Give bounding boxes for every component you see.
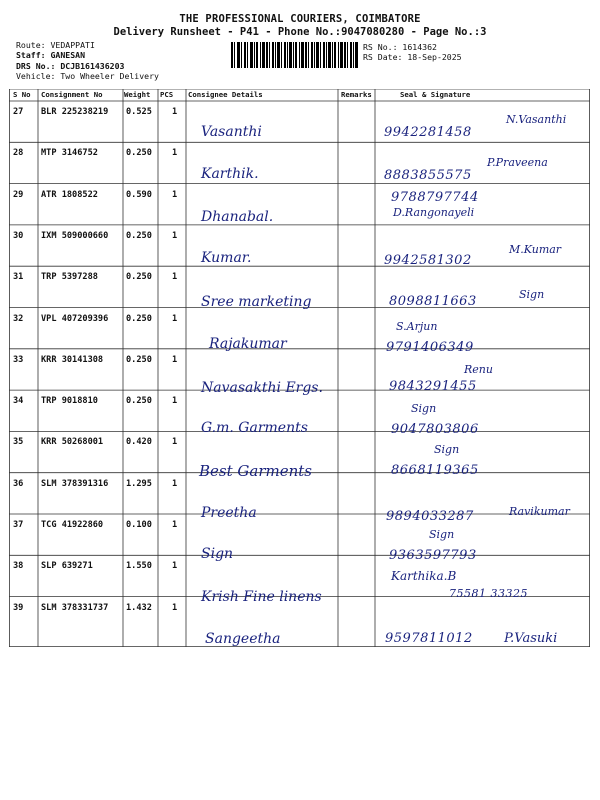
table-row xyxy=(9,101,590,142)
row-sno: 34 xyxy=(13,396,24,407)
row-signature: P.Praveena xyxy=(487,156,548,170)
drs-number: DRS No.: DCJB161436203 xyxy=(16,60,125,71)
row-consignment: KRR 30141308 xyxy=(41,354,104,365)
row-consignment: TRP 5397288 xyxy=(41,272,98,283)
row-sno: 35 xyxy=(13,437,24,448)
runsheet-meta-right xyxy=(363,42,462,63)
row-signature: Sign xyxy=(519,288,545,302)
row-consignment: ATR 1808522 xyxy=(41,189,98,200)
row-phone: 9942581302 xyxy=(384,252,472,268)
table-row xyxy=(9,349,590,396)
table-row xyxy=(9,431,590,481)
row-weight: 0.420 xyxy=(126,437,152,448)
staff: Staff: GANESAN xyxy=(16,50,86,61)
row-sno: 33 xyxy=(13,354,24,365)
barcode xyxy=(231,42,358,68)
row-consignee: Dhanabal. xyxy=(201,208,274,225)
row-phone: 9047803806 xyxy=(391,422,479,438)
row-pcs: 1 xyxy=(172,396,178,407)
row-consignment: KRR 50268001 xyxy=(41,437,104,448)
row-consignment: TRP 9018810 xyxy=(41,396,98,407)
row-pcs: 1 xyxy=(172,561,178,572)
row-phone: 8668119365 xyxy=(391,463,479,479)
column-header-consignee: Consignee Details xyxy=(188,90,263,99)
row-weight: 1.550 xyxy=(126,561,152,572)
row-weight: 0.100 xyxy=(126,520,152,530)
row-phone: 9942281458 xyxy=(384,125,472,140)
row-phone: 9894033287 xyxy=(386,508,474,524)
row-phone: 9788797744 xyxy=(391,189,479,205)
row-weight: 0.250 xyxy=(126,230,152,241)
row-consignment: TCG 41922860 xyxy=(41,520,104,530)
row-sno: 37 xyxy=(13,520,24,530)
row-weight: 1.295 xyxy=(126,478,152,489)
row-pcs: 1 xyxy=(172,272,178,283)
row-phone: 8883855575 xyxy=(384,168,472,184)
table-row xyxy=(9,266,590,311)
row-signature: S.Arjun xyxy=(396,319,438,333)
row-signature: Sign xyxy=(411,402,437,416)
column-header-seal-signature: Seal & Signature xyxy=(400,90,471,99)
column-header-sno: S No xyxy=(13,90,31,99)
row-consignee: Vasanthi xyxy=(201,124,262,140)
table-row xyxy=(9,555,590,606)
table-row xyxy=(9,390,590,438)
row-weight: 0.250 xyxy=(126,396,152,407)
row-sno: 36 xyxy=(13,478,24,489)
row-consignee: Best Garments xyxy=(199,462,312,481)
row-weight: 0.250 xyxy=(126,272,152,283)
row-consignment: SLP 639271 xyxy=(41,561,93,572)
row-weight: 1.432 xyxy=(126,602,152,613)
row-weight: 0.590 xyxy=(126,189,152,200)
row-signature: Karthika.B xyxy=(391,569,457,584)
column-header-pcs: PCS xyxy=(160,90,174,99)
runsheet-title: Delivery Runsheet - P41 - Phone No.:9047080280 - Page No.:3 xyxy=(113,26,487,38)
row-phone: 9791406349 xyxy=(386,339,474,355)
column-header-weight: Weight xyxy=(124,90,151,99)
table-row xyxy=(9,184,590,225)
row-signature: Renu xyxy=(464,362,493,376)
row-sno: 27 xyxy=(13,107,24,117)
row-sno: 32 xyxy=(13,313,24,324)
row-phone: 8098811663 xyxy=(389,294,477,310)
row-signature: Sign xyxy=(434,443,460,457)
row-consignee: Krish Fine linens xyxy=(201,589,322,606)
row-pcs: 1 xyxy=(172,107,178,117)
vehicle: Vehicle: Two Wheeler Delivery xyxy=(16,71,159,82)
row-signature: N.Vasanthi xyxy=(506,113,567,126)
row-sno: 31 xyxy=(13,272,24,283)
route: Route: VEDAPPATI xyxy=(16,40,95,50)
row-consignee: Navasakthi Ergs. xyxy=(201,379,323,396)
row-consignee: G.m. Garments xyxy=(201,420,308,437)
row-sno: 28 xyxy=(13,148,24,159)
row-phone: 75581 33325 xyxy=(449,587,528,601)
row-consignee: Kumar. xyxy=(201,249,252,266)
row-consignee: Preetha xyxy=(201,504,257,521)
row-consignee: Sangeetha xyxy=(205,630,281,647)
runsheet-meta-left xyxy=(16,40,159,82)
column-header-remarks: Remarks xyxy=(341,90,372,99)
table-row xyxy=(9,597,590,647)
row-consignment: SLM 378391316 xyxy=(41,478,109,489)
row-pcs: 1 xyxy=(172,313,178,324)
rs-number: RS No.: 1614362 xyxy=(363,42,437,52)
row-consignment: MTP 3146752 xyxy=(41,148,98,159)
row-signature: P.Vasuki xyxy=(504,630,558,646)
row-weight: 0.250 xyxy=(126,354,152,365)
row-pcs: 1 xyxy=(172,520,178,530)
row-phone: 9363597793 xyxy=(389,548,477,563)
row-signature: D.Rangonayeli xyxy=(393,205,475,219)
row-pcs: 1 xyxy=(172,602,178,613)
row-signature: Sign xyxy=(429,528,455,541)
row-phone: 9843291455 xyxy=(389,378,477,394)
row-pcs: 1 xyxy=(172,354,178,365)
row-sno: 38 xyxy=(13,561,24,572)
row-consignee: Karthik. xyxy=(201,166,259,183)
table-row xyxy=(9,473,590,524)
row-sno: 29 xyxy=(13,189,24,200)
row-pcs: 1 xyxy=(172,189,178,200)
row-pcs: 1 xyxy=(172,230,178,241)
row-weight: 0.250 xyxy=(126,148,152,159)
row-sno: 30 xyxy=(13,230,24,241)
table-row xyxy=(9,225,590,266)
row-signature: Ravikumar xyxy=(509,504,570,518)
row-pcs: 1 xyxy=(172,148,178,159)
row-signature: M.Kumar xyxy=(509,242,562,256)
table-row xyxy=(9,308,590,355)
row-weight: 0.525 xyxy=(126,107,152,117)
row-consignment: VPL 407209396 xyxy=(41,313,109,324)
row-consignee: Sree marketing xyxy=(201,294,312,311)
rs-date: RS Date: 18-Sep-2025 xyxy=(363,52,462,63)
row-weight: 0.250 xyxy=(126,313,152,324)
column-header-consignment: Consignment No xyxy=(41,90,103,99)
table-row xyxy=(9,142,590,183)
row-consignee: Sign xyxy=(201,546,234,562)
row-consignment: IXM 509000660 xyxy=(41,230,109,241)
company-title: THE PROFESSIONAL COURIERS, COIMBATORE xyxy=(179,13,421,25)
row-consignee: Rajakumar xyxy=(209,335,287,352)
row-pcs: 1 xyxy=(172,478,178,489)
row-consignment: SLM 378331737 xyxy=(41,602,109,613)
row-sno: 39 xyxy=(13,602,24,613)
row-consignment: BLR 225238219 xyxy=(41,107,109,117)
row-pcs: 1 xyxy=(172,437,178,448)
table-row xyxy=(9,514,590,563)
row-phone: 9597811012 xyxy=(385,630,473,646)
